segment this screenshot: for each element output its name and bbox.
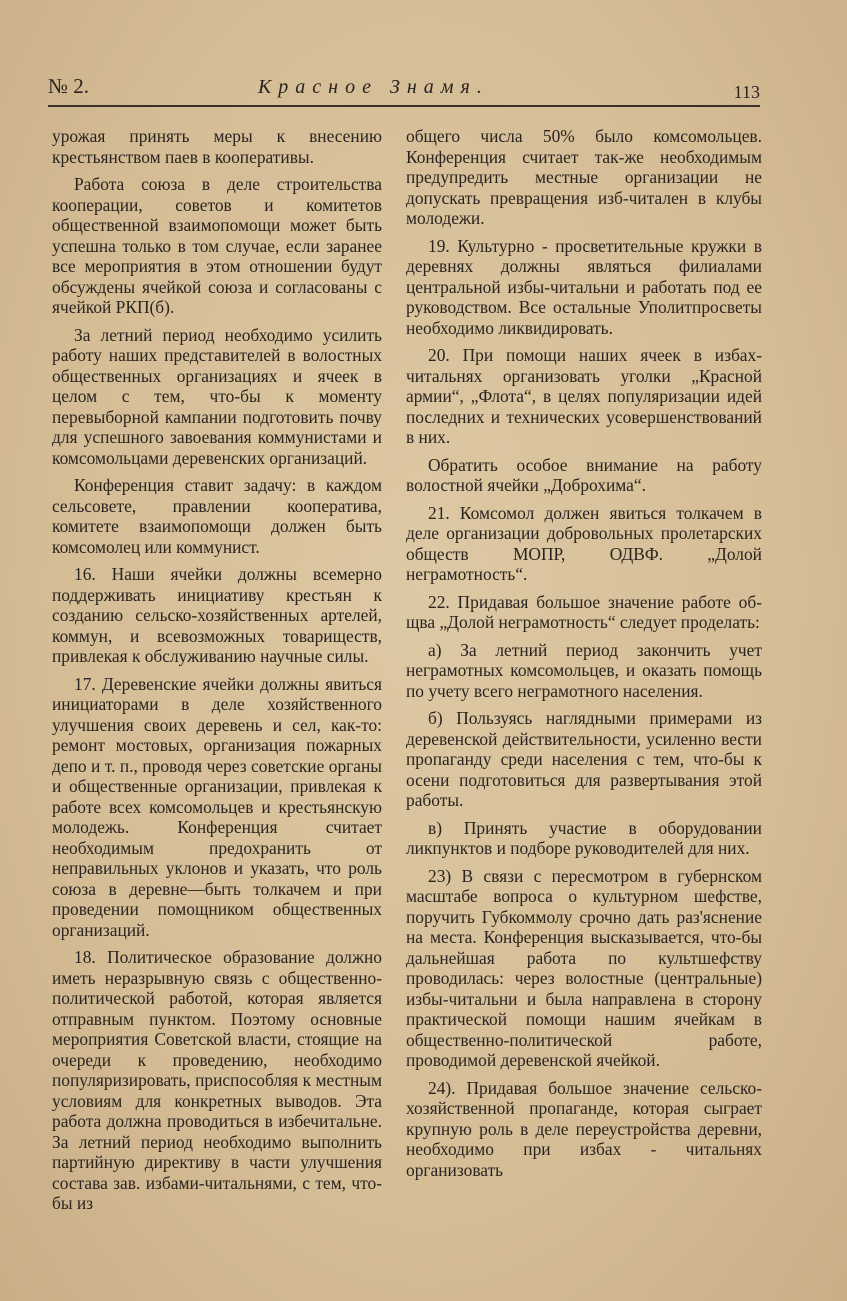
paragraph: Работа союза в деле строительства кооперации, советов и комитетов общественной взаимопомощи может быть успешна только в том случае, если заранее все мероприятия в этом отношении будут обсуждены ячейкой союза и согласованы с ячейкой РКП(б).	[52, 174, 382, 317]
issue-number: № 2.	[48, 74, 90, 98]
paragraph: урожая принять меры к внесению крестьянством паев в кооперативы.	[52, 126, 382, 167]
paragraph: а) За летний период закончить учет неграмотных комсомольцев, и оказать помощь по учету всего неграмотного населения.	[406, 639, 762, 701]
paragraph: 20. При помощи наших ячеек в избах-читальнях организовать уголки „Красной армии“, „Флота“, в целях популяризации идей последних и технических усовершенствований в них.	[406, 345, 762, 447]
paragraph: Обратить особое внимание на работу волостной ячейки „Доброхима“.	[406, 454, 762, 495]
left-column	[52, 126, 382, 1221]
journal-title: Красное Знамя.	[258, 76, 489, 98]
paragraph: 23) В связи с пересмотром в губернском масштабе вопроса о культурном шефстве, поручить Губкоммолу срочно дать раз'яснение на места. Конференция высказывается, что-бы дальнейшая работа по культшефству проводилась: через волостные (центральные) избы-читальни и была направлена в сторону практической помощи нашим ячейкам в общественно-политической работе, проводимой деревенской ячейкой.	[406, 865, 762, 1070]
paragraph: 19. Культурно - просветительные кружки в деревнях должны являться филиалами центральной избы-читальни и работать под ее руководством. Все остальные Уполитпросветы необходимо ликвидировать.	[406, 235, 762, 338]
paragraph: 21. Комсомол должен явиться толкачем в деле организации добровольных пролетарских обществ МОПР, ОДВФ. „Долой неграмотность“.	[406, 502, 762, 584]
paragraph: За летний период необходимо усилить работу наших представителей в волостных общественных организациях и ячеек в целом с тем, что-бы к моменту перевыборной кампании подготовить почву для успешного завоевания коммунистами и комсомольцами деревенских организаций.	[52, 324, 382, 468]
paragraph: 17. Деревенские ячейки должны явиться инициаторами в деле хозяйственного улучшения своих деревень и сел, как-то: ремонт мостовых, организация пожарных депо и т. п., проводя через советские органы и общественные организации, привлекая к работе всех комсомольцев и крестьянскую молодежь. Конференция считает необходимым предохранить от неправильных уклонов и указать, что роль союза в деревне—быть толкачем и при проведении помощником общественных организаций.	[52, 673, 382, 940]
paragraph: 24). Придавая большое значение сельско-хозяйственной пропаганде, которая сыграет крупную роль в деле переустройства деревни, необходимо при избах - читальнях организовать	[406, 1077, 762, 1180]
header-rule	[48, 105, 760, 107]
paragraph: 16. Наши ячейки должны всемерно поддерживать инициативу крестьян к созданию сельско-хозяйственных артелей, коммун, и всевозможных товариществ, привлекая к обслуживанию научные силы.	[52, 564, 382, 666]
paragraph: 18. Политическое образование должно иметь неразрывную связь с общественно-политической работой, которая является отправным пунктом. Поэтому основные мероприятия Советской власти, стоящие на очереди к проведению, необходимо популяризировать, приспособляя к местным условиям для конкретных выводов. Эта работа должна проводиться в избечитальне. За летний период необходимо выполнить партийную директиву в части улучшения состава зав. избами-читальнями, с тем, что-бы из	[52, 947, 382, 1213]
right-column	[406, 126, 762, 1187]
page-header	[48, 74, 760, 106]
paragraph: в) Принять участие в оборудовании ликпунктов и подборе руководителей для них.	[406, 817, 762, 858]
paragraph: Конференция ставит задачу: в каждом сельсовете, правлении кооператива, комитете взаимопомощи должен быть комсомолец или коммунист.	[52, 475, 382, 557]
paragraph: б) Пользуясь наглядными примерами из деревенской действительности, усиленно вести пропаганду среди населения с тем, что-бы к осени подготовиться для развертывания этой работы.	[406, 708, 762, 810]
page-number: 113	[733, 82, 760, 102]
paragraph: 22. Придавая большое значение работе об-щва „Долой неграмотность“ следует проделать:	[406, 591, 762, 632]
paragraph: общего числа 50% было комсомольцев. Конференция считает так-же необходимым предупредить местные организации не допускать превращения изб-читален в клубы молодежи.	[406, 126, 762, 228]
